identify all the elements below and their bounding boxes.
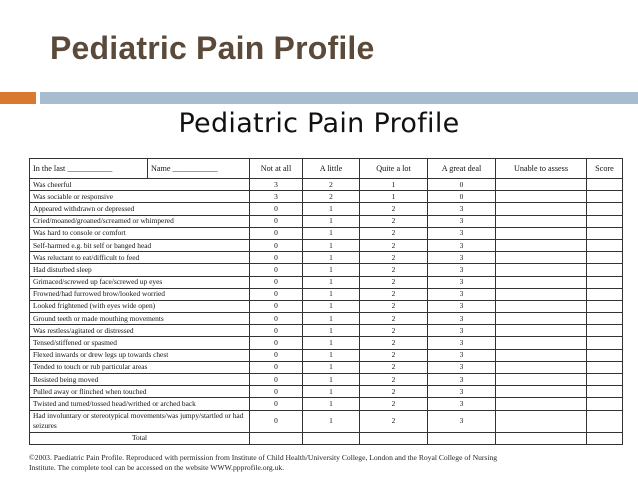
behaviour-item: Flexed inwards or drew legs up towards chest <box>30 349 250 361</box>
score-option: 2 <box>360 325 428 337</box>
table-row <box>30 203 623 215</box>
score-option: 2 <box>360 276 428 288</box>
score-option: 3 <box>428 410 496 432</box>
score-option: 0 <box>250 227 303 239</box>
score-option: 2 <box>360 337 428 349</box>
table-row <box>30 276 623 288</box>
table-row <box>30 288 623 300</box>
score-option: 1 <box>303 374 360 386</box>
score-option: 1 <box>303 313 360 325</box>
slide-title: Pediatric Pain Profile <box>50 30 375 66</box>
unable-to-assess-cell[interactable] <box>496 288 587 300</box>
copyright-footnote <box>29 453 622 473</box>
score-option: 0 <box>250 264 303 276</box>
unable-to-assess-cell[interactable] <box>496 227 587 239</box>
score-cell[interactable] <box>587 276 623 288</box>
unable-to-assess-cell[interactable] <box>496 410 587 432</box>
accent-bar-blue <box>40 92 638 104</box>
unable-to-assess-cell[interactable] <box>496 374 587 386</box>
total-score-cell[interactable] <box>587 432 623 444</box>
score-option: 1 <box>303 203 360 215</box>
footnote-line-2: Institute. The complete tool can be accessed on the website WWW.ppprofile.org.uk. <box>29 463 285 472</box>
score-cell[interactable] <box>587 264 623 276</box>
header-quite-a-lot: Quite a lot <box>360 159 428 179</box>
behaviour-item: Resisted being moved <box>30 374 250 386</box>
unable-to-assess-cell[interactable] <box>496 191 587 203</box>
score-option: 2 <box>360 227 428 239</box>
total-empty-cell <box>360 432 428 444</box>
score-option: 3 <box>428 325 496 337</box>
score-option: 0 <box>428 191 496 203</box>
score-option: 1 <box>303 398 360 410</box>
score-option: 2 <box>303 179 360 191</box>
score-option: 1 <box>303 386 360 398</box>
score-option: 3 <box>428 313 496 325</box>
table-row <box>30 227 623 239</box>
table-row <box>30 239 623 251</box>
table-row <box>30 252 623 264</box>
score-cell[interactable] <box>587 191 623 203</box>
table-row <box>30 386 623 398</box>
score-option: 0 <box>250 349 303 361</box>
score-cell[interactable] <box>587 410 623 432</box>
score-option: 2 <box>360 300 428 312</box>
score-option: 3 <box>428 276 496 288</box>
behaviour-item: Tensed/stiffened or spasmed <box>30 337 250 349</box>
score-cell[interactable] <box>587 227 623 239</box>
behaviour-item: Had involuntary or stereotypical movements/was jumpy/startled or had seizures <box>30 410 250 432</box>
behaviour-item: Frowned/had furrowed brow/looked worried <box>30 288 250 300</box>
behaviour-item: Self-harmed e.g. bit self or banged head <box>30 239 250 251</box>
score-option: 1 <box>360 179 428 191</box>
score-option: 3 <box>428 300 496 312</box>
score-cell[interactable] <box>587 239 623 251</box>
total-empty-cell <box>250 432 303 444</box>
header-in-the-last: In the last ___________ <box>30 159 148 179</box>
table-row <box>30 264 623 276</box>
score-option: 3 <box>428 239 496 251</box>
score-option: 1 <box>303 300 360 312</box>
unable-to-assess-cell[interactable] <box>496 215 587 227</box>
score-cell[interactable] <box>587 288 623 300</box>
unable-to-assess-cell[interactable] <box>496 239 587 251</box>
behaviour-item: Was restless/agitated or distressed <box>30 325 250 337</box>
score-option: 2 <box>303 191 360 203</box>
score-option: 0 <box>250 203 303 215</box>
table-row <box>30 313 623 325</box>
score-option: 2 <box>360 215 428 227</box>
table-row <box>30 398 623 410</box>
score-option: 1 <box>303 239 360 251</box>
score-cell[interactable] <box>587 179 623 191</box>
score-option: 2 <box>360 386 428 398</box>
score-option: 3 <box>428 203 496 215</box>
unable-to-assess-cell[interactable] <box>496 398 587 410</box>
accent-bar-orange <box>0 92 36 104</box>
score-option: 3 <box>428 386 496 398</box>
score-option: 3 <box>428 361 496 373</box>
behaviour-item: Looked frightened (with eyes wide open) <box>30 300 250 312</box>
unable-to-assess-cell[interactable] <box>496 325 587 337</box>
behaviour-item: Appeared withdrawn or depressed <box>30 203 250 215</box>
behaviour-item: Was hard to console or comfort <box>30 227 250 239</box>
score-option: 3 <box>250 179 303 191</box>
score-option: 0 <box>250 374 303 386</box>
score-option: 0 <box>250 276 303 288</box>
score-option: 3 <box>428 264 496 276</box>
behaviour-item: Pulled away or flinched when touched <box>30 386 250 398</box>
score-option: 2 <box>360 264 428 276</box>
table-row <box>30 374 623 386</box>
total-empty-cell <box>496 432 587 444</box>
behaviour-item: Ground teeth or made mouthing movements <box>30 313 250 325</box>
score-option: 3 <box>428 252 496 264</box>
footnote-line-1: ©2003. Paediatric Pain Profile. Reproduced with permission from Institute of Child Health/University College, London and the Royal College of Nursing <box>29 453 498 462</box>
unable-to-assess-cell[interactable] <box>496 361 587 373</box>
score-option: 1 <box>303 349 360 361</box>
score-option: 3 <box>428 398 496 410</box>
score-option: 1 <box>360 191 428 203</box>
score-cell[interactable] <box>587 215 623 227</box>
score-cell[interactable] <box>587 325 623 337</box>
score-option: 3 <box>428 374 496 386</box>
score-option: 0 <box>250 337 303 349</box>
score-option: 2 <box>360 239 428 251</box>
score-option: 2 <box>360 203 428 215</box>
score-option: 0 <box>428 179 496 191</box>
table-header-row <box>30 159 623 179</box>
score-option: 2 <box>360 288 428 300</box>
score-cell[interactable] <box>587 374 623 386</box>
header-a-little: A little <box>303 159 360 179</box>
score-option: 0 <box>250 398 303 410</box>
score-option: 1 <box>303 264 360 276</box>
table-row <box>30 410 623 432</box>
score-option: 0 <box>250 386 303 398</box>
score-option: 2 <box>360 410 428 432</box>
score-cell[interactable] <box>587 386 623 398</box>
behaviour-item: Tended to touch or rub particular areas <box>30 361 250 373</box>
table-row <box>30 349 623 361</box>
table-row <box>30 337 623 349</box>
unable-to-assess-cell[interactable] <box>496 276 587 288</box>
total-empty-cell <box>428 432 496 444</box>
score-option: 0 <box>250 288 303 300</box>
unable-to-assess-cell[interactable] <box>496 313 587 325</box>
score-option: 0 <box>250 410 303 432</box>
score-cell[interactable] <box>587 337 623 349</box>
unable-to-assess-cell[interactable] <box>496 264 587 276</box>
behaviour-item: Was sociable or responsive <box>30 191 250 203</box>
header-a-great-deal: A great deal <box>428 159 496 179</box>
table-row <box>30 179 623 191</box>
table-row <box>30 325 623 337</box>
score-option: 0 <box>250 300 303 312</box>
behaviour-item: Had disturbed sleep <box>30 264 250 276</box>
score-cell[interactable] <box>587 300 623 312</box>
document-title: Pediatric Pain Profile <box>178 108 460 139</box>
behaviour-item: Twisted and turned/tossed head/writhed or arched back <box>30 398 250 410</box>
score-option: 3 <box>250 191 303 203</box>
score-option: 1 <box>303 410 360 432</box>
total-empty-cell <box>303 432 360 444</box>
unable-to-assess-cell[interactable] <box>496 300 587 312</box>
unable-to-assess-cell[interactable] <box>496 349 587 361</box>
score-option: 0 <box>250 325 303 337</box>
score-option: 1 <box>303 215 360 227</box>
total-label: Total <box>30 432 250 444</box>
header-name: Name ___________ <box>148 159 250 179</box>
behaviour-item: Grimaced/screwed up face/screwed up eyes <box>30 276 250 288</box>
score-option: 1 <box>303 276 360 288</box>
score-option: 2 <box>360 398 428 410</box>
score-option: 2 <box>360 374 428 386</box>
score-option: 2 <box>360 361 428 373</box>
score-option: 3 <box>428 349 496 361</box>
score-option: 3 <box>428 215 496 227</box>
score-option: 3 <box>428 288 496 300</box>
score-option: 1 <box>303 252 360 264</box>
score-option: 2 <box>360 313 428 325</box>
score-option: 2 <box>360 349 428 361</box>
score-option: 0 <box>250 215 303 227</box>
score-cell[interactable] <box>587 313 623 325</box>
score-option: 1 <box>303 361 360 373</box>
score-cell[interactable] <box>587 203 623 215</box>
score-option: 0 <box>250 361 303 373</box>
unable-to-assess-cell[interactable] <box>496 203 587 215</box>
table-row <box>30 361 623 373</box>
unable-to-assess-cell[interactable] <box>496 337 587 349</box>
table-row <box>30 191 623 203</box>
score-cell[interactable] <box>587 349 623 361</box>
total-row <box>30 432 623 444</box>
behaviour-item: Was cheerful <box>30 179 250 191</box>
header-unable-to-assess: Unable to assess <box>496 159 587 179</box>
score-option: 1 <box>303 288 360 300</box>
score-cell[interactable] <box>587 398 623 410</box>
table-row <box>30 300 623 312</box>
header-score: Score <box>587 159 623 179</box>
score-cell[interactable] <box>587 361 623 373</box>
pain-profile-table <box>29 158 623 445</box>
behaviour-item: Cried/moaned/groaned/screamed or whimpered <box>30 215 250 227</box>
unable-to-assess-cell[interactable] <box>496 386 587 398</box>
table-row <box>30 215 623 227</box>
score-option: 0 <box>250 252 303 264</box>
score-option: 0 <box>250 313 303 325</box>
score-option: 3 <box>428 227 496 239</box>
score-option: 0 <box>250 239 303 251</box>
score-option: 1 <box>303 227 360 239</box>
behaviour-item: Was reluctant to eat/difficult to feed <box>30 252 250 264</box>
header-not-at-all: Not at all <box>250 159 303 179</box>
score-option: 2 <box>360 252 428 264</box>
score-option: 1 <box>303 337 360 349</box>
score-cell[interactable] <box>587 252 623 264</box>
score-option: 3 <box>428 337 496 349</box>
score-option: 1 <box>303 325 360 337</box>
unable-to-assess-cell[interactable] <box>496 179 587 191</box>
unable-to-assess-cell[interactable] <box>496 252 587 264</box>
